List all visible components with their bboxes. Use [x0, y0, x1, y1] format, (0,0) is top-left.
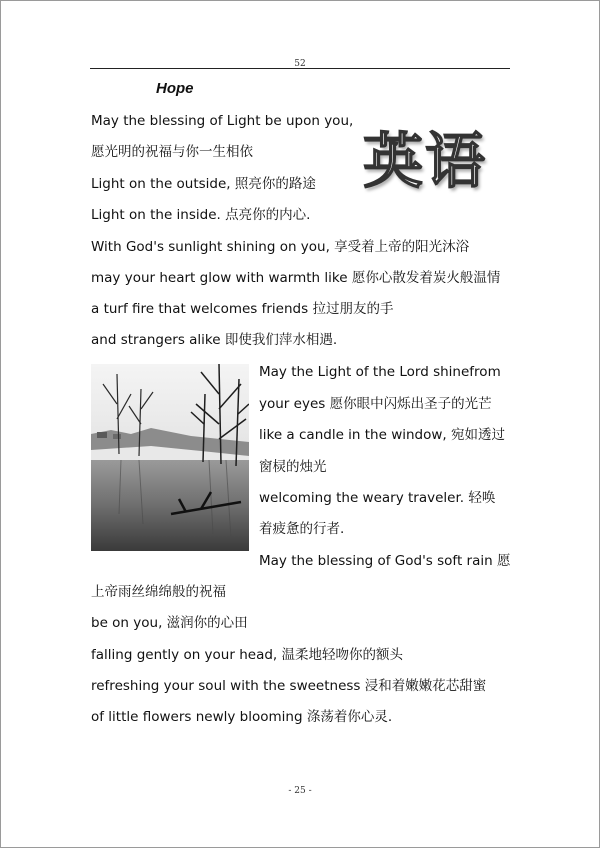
poem-line: refreshing your soul with the sweetness 浸和着嫩嫩花芯甜蜜: [91, 678, 487, 694]
poem-line: May the Light of the Lord shinefrom: [259, 364, 501, 380]
winter-lake-photo: [91, 364, 249, 551]
winter-lake-icon: [91, 364, 249, 551]
poem-line: May the blessing of God's soft rain 愿: [259, 553, 511, 569]
poem-line: your eyes 愿你眼中闪烁出圣子的光芒: [259, 396, 492, 412]
poem-line: 上帝雨丝绵绵般的祝福: [91, 584, 226, 600]
footer-page-number: - 25 -: [288, 786, 312, 796]
poem-line: falling gently on your head, 温柔地轻吻你的额头: [91, 647, 403, 663]
poem-line: a turf fire that welcomes friends 拉过朋友的手: [91, 301, 394, 317]
poem-line: be on you, 滋润你的心田: [91, 615, 248, 631]
poem-line: Light on the inside. 点亮你的内心.: [91, 207, 311, 223]
poem-line: may your heart glow with warmth like 愿你心散发着炭火般温情: [91, 270, 501, 286]
poem-line: welcoming the weary traveler. 轻唤: [259, 490, 496, 506]
big-title-english: 英语: [363, 127, 487, 197]
poem-line: Light on the outside, 照亮你的路途: [91, 176, 316, 192]
header-rule: [90, 68, 510, 69]
poem-line: 愿光明的祝福与你一生相依: [91, 144, 253, 160]
poem-line: 着疲惫的行者.: [259, 521, 345, 537]
poem-line: With God's sunlight shining on you, 享受着上帝的阳光沐浴: [91, 239, 470, 255]
poem-title: Hope: [156, 80, 194, 97]
poem-line: like a candle in the window, 宛如透过: [259, 427, 506, 443]
poem-line: May the blessing of Light be upon you,: [91, 113, 354, 129]
poem-line: of little flowers newly blooming 涤荡着你心灵.: [91, 709, 393, 725]
header-page-number: 52: [294, 59, 306, 69]
poem-line: 窗棂的烛光: [259, 459, 327, 475]
poem-line: and strangers alike 即使我们萍水相遇.: [91, 332, 338, 348]
